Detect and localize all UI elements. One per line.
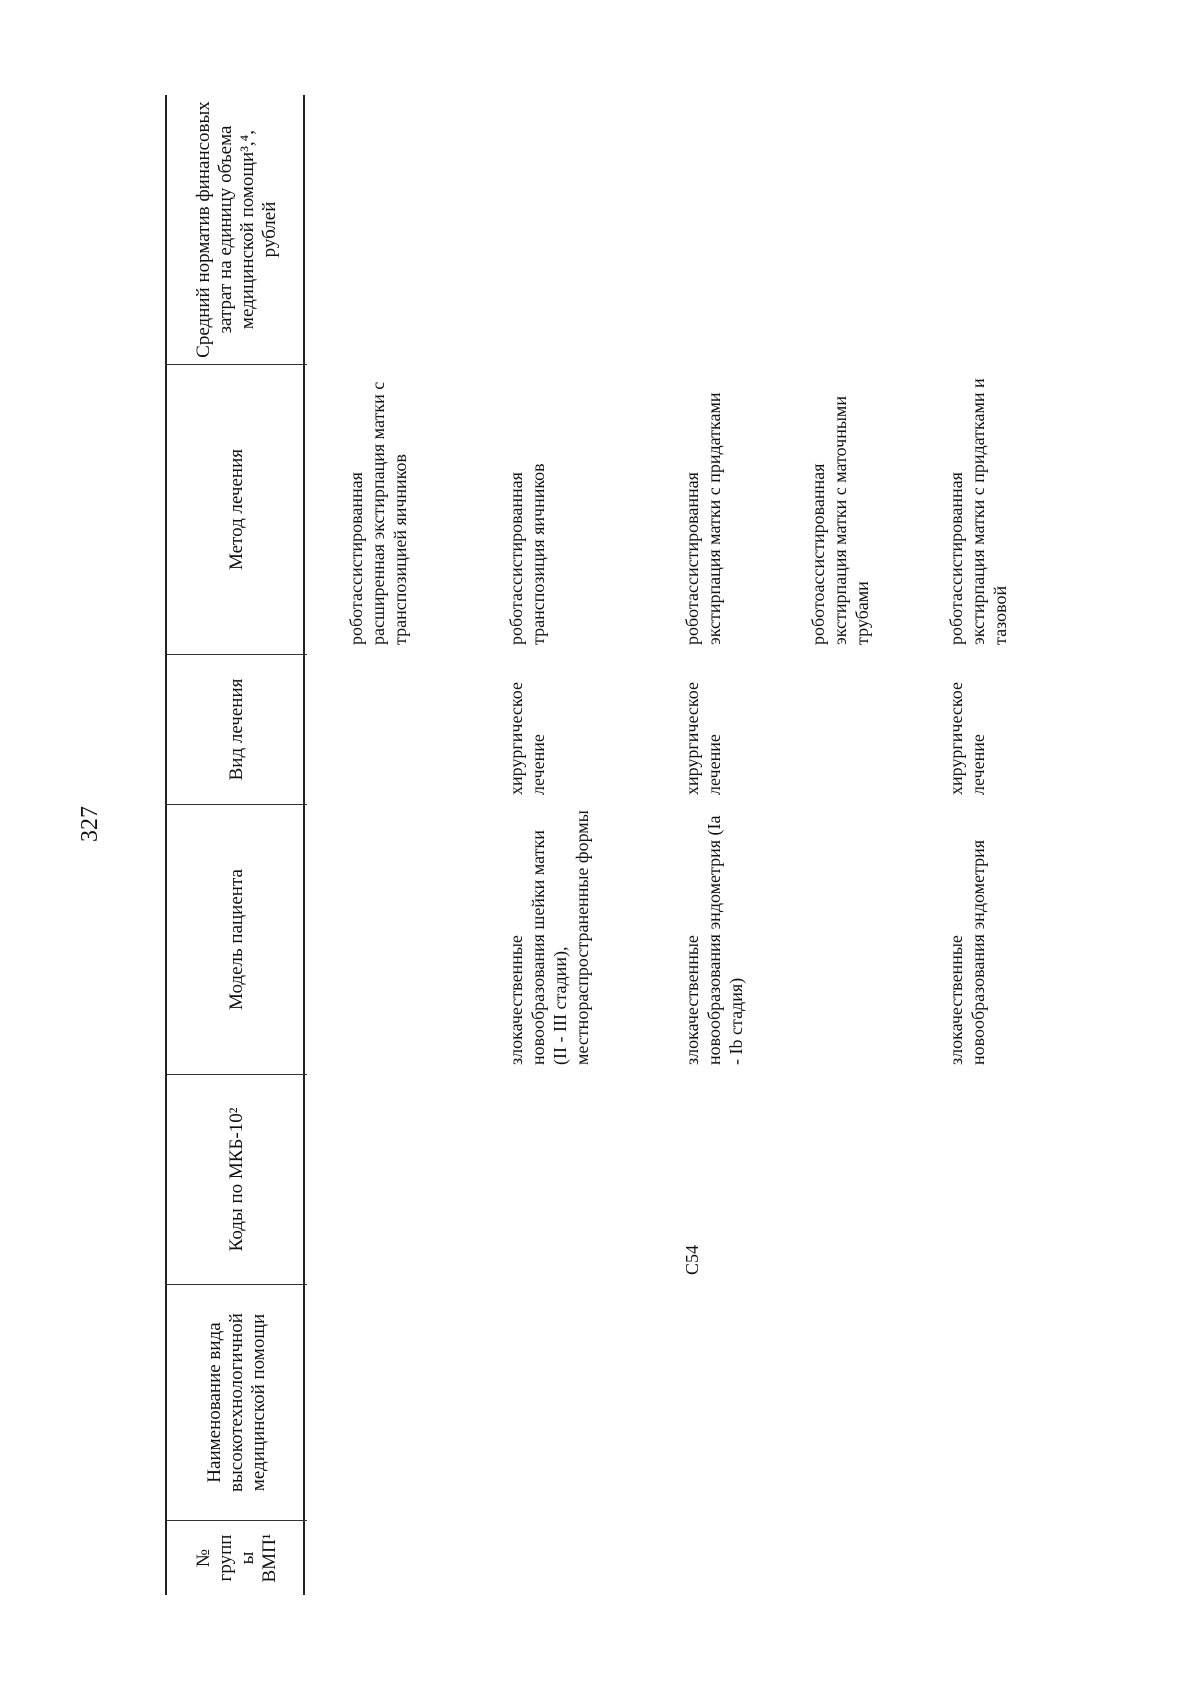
row3-method: роботассистированная экстирпация матки с придатками [682, 392, 724, 645]
row2-type: хирургическое лечение [506, 682, 548, 795]
header-type: Вид лечения [167, 655, 307, 805]
rotated-table [165, 95, 1185, 1595]
row1-method: роботассистированная расширенная экстирпация матки с транспозицией яичников [346, 381, 410, 645]
header-model: Модель пациента [167, 805, 307, 1075]
header-codes-text: Коды по МКБ-10² [226, 1107, 247, 1252]
page-number: 327 [77, 806, 103, 842]
header-codes [167, 1075, 307, 1285]
header-group-no: № групп ы ВМП¹ [193, 1533, 280, 1583]
row3-model: злокачественные новообразования эндометрия (Ia - Ib стадия) [682, 815, 746, 1065]
row3-type: хирургическое лечение [682, 682, 724, 795]
header-name: Наименование вида высокотехнологичной медицинской помощи [167, 1285, 307, 1521]
row4-method: роботоассистированная экстирпация матки с маточными трубами [808, 396, 872, 645]
header-method: Метод лечения [167, 365, 307, 655]
row3-code: C54 [682, 1244, 702, 1275]
row2-method: роботассистированная транспозиция яичников [506, 463, 548, 645]
row5-method: роботассистированная экстирпация матки с придатками и тазовой [946, 378, 1010, 645]
row2-model: злокачественные новообразования шейки матки (II - III стадии), местнораспространенные формы [506, 810, 592, 1065]
row5-type: хирургическое лечение [946, 682, 988, 795]
header-cost: Средний норматив финансовых затрат на единицу объема медицинской помощи³,⁴, рублей [167, 95, 307, 365]
row5-model: злокачественные новообразования эндометрия [946, 839, 988, 1065]
table-header [165, 95, 305, 1595]
